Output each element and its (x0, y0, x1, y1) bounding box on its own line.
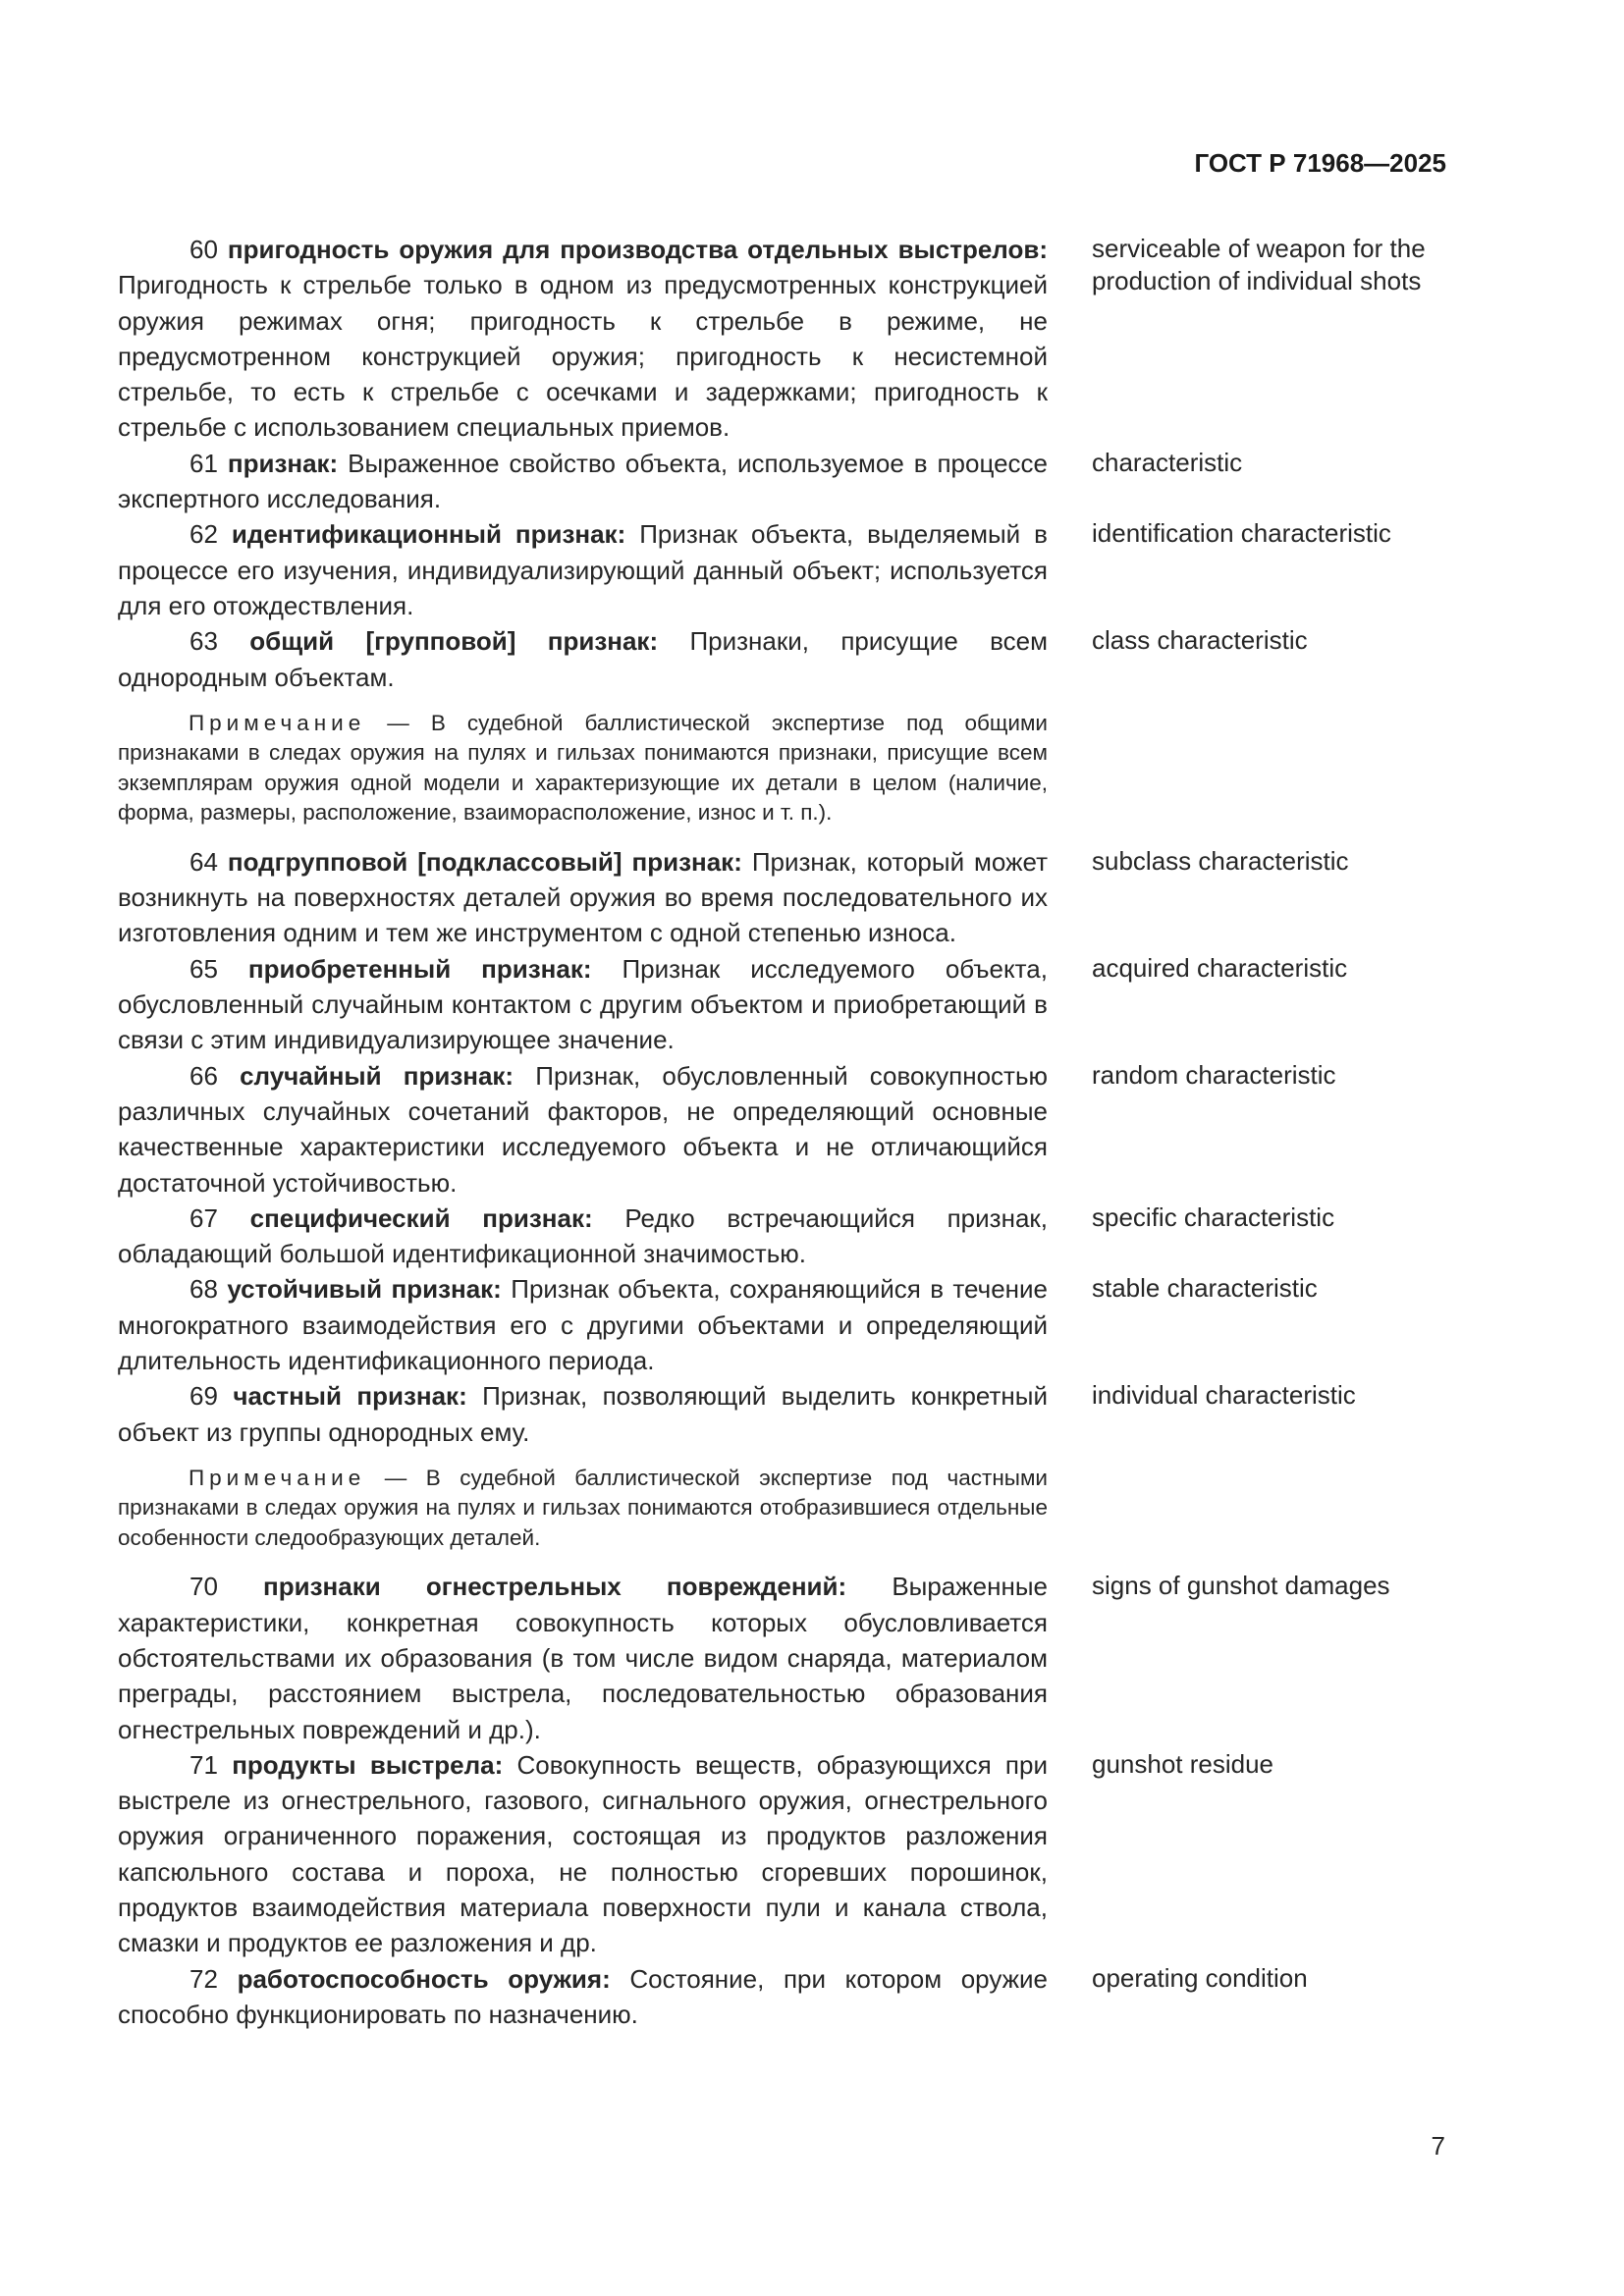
term-number: 61 (189, 448, 218, 478)
term-number: 64 (189, 846, 218, 877)
term-text: Признак исследуемого объекта, обусловленный случайным контактом с другим объектом и приобретающий в связи с этим индивидуализирующее значение. (118, 953, 1048, 1055)
term-text: Признак объекта, сохраняющийся в течение многократного взаимодействия его с другими объектами и определяющий длительность идентификационного периода. (118, 1274, 1048, 1376)
term-definition (118, 1961, 1048, 2033)
term-text: Признак, обусловленный совокупностью различных случайных сочетаний факторов, не определяющий основные качественные характеристики исследуемого объекта и не отличающийся достаточной устойчивостью. (118, 1060, 1048, 1198)
term-number: 63 (189, 626, 218, 657)
note-label: Примечание (189, 1465, 366, 1490)
term-name: признаки огнестрельных повреждений: (263, 1572, 847, 1602)
term-name: случайный признак: (240, 1060, 514, 1091)
term-number: 62 (189, 519, 218, 550)
english-equivalent: stable characteristic (1092, 1273, 1318, 1304)
term-name: общий [групповой] признак: (249, 626, 659, 657)
term-number: 70 (189, 1572, 218, 1602)
term-number: 67 (189, 1202, 218, 1233)
term-name: пригодность оружия для производства отдельных выстрелов: (227, 235, 1048, 264)
term-name: продукты выстрела: (232, 1749, 504, 1780)
term-text: Признак объекта, выделяемый в процессе его изучения, индивидуализирующий данный объект; используется для его отождествления. (118, 519, 1048, 620)
term-number: 71 (189, 1749, 218, 1780)
term-number: 66 (189, 1060, 218, 1091)
term-text: Редко встречающийся признак, обладающий большой идентификационной значимостью. (118, 1202, 1049, 1269)
note-paragraph (118, 709, 1048, 828)
term-text: Выраженное свойство объекта, используемое в процессе экспертного исследования. (118, 448, 1048, 514)
document-header: ГОСТ Р 71968—2025 (1194, 148, 1446, 178)
term-entry-71 (118, 1747, 1453, 1961)
term-definition (118, 232, 1048, 446)
term-text: Выраженные характеристики, конкретная совокупность которых обусловливается обстоятельствами их образования (в том числе видом снаряда, материалом преграды, расстоянием выстрела, последовательностью образования огнестрельных повреждений и др.). (118, 1572, 1048, 1744)
english-equivalent: signs of gunshot damages (1092, 1571, 1390, 1601)
term-text: Пригодность к стрельбе только в одном из предусмотренных конструкцией оружия режимах огня; пригодность к стрельбе в режиме, не предусмотренном конструкцией оружия; пригодность к несистемной стрельбе, то есть к стрельбе с осечками и задержками; пригодность к стрельбе с использованием специальных приемов. (118, 270, 1048, 443)
term-definition (118, 516, 1048, 623)
english-equivalent: subclass characteristic (1092, 845, 1349, 876)
term-definition (118, 1569, 1048, 1746)
term-definition (118, 1201, 1048, 1272)
note-text: — В судебной баллистической экспертизе под общими признаками в следах оружия на пулях и гильзах понимаются признаки, присущие всем экземплярам оружия одной модели и характеризующие их детали в целом (наличие, форма, размеры, расположение, взаиморасположение, износ и т. п.). (118, 710, 1048, 826)
term-entry-72 (118, 1961, 1453, 2033)
term-text: Признаки, присущие всем однородным объектам. (118, 626, 1048, 692)
term-name: подгрупповой [подклассовый] признак: (227, 846, 742, 877)
term-entry-66 (118, 1058, 1453, 1201)
term-definition (118, 446, 1048, 517)
term-name: устойчивый признак: (227, 1274, 502, 1305)
term-entry-64 (118, 844, 1453, 951)
term-definition (118, 951, 1048, 1058)
term-name: признак: (227, 448, 339, 478)
term-entry-62 (118, 516, 1453, 623)
term-entry-68 (118, 1271, 1453, 1378)
term-number: 68 (189, 1274, 218, 1305)
term-text: Совокупность веществ, образующихся при выстреле из огнестрельного, газового, сигнального оружия, огнестрельного оружия ограниченного поражения, состоящая из продуктов разложения капсюльного состава и пороха, не полностью сгоревших порошинок, продуктов взаимодействия материала поверхности пули и канала ствола, смазки и продуктов ее разложения и др. (118, 1749, 1048, 1958)
note-paragraph (118, 1464, 1048, 1554)
term-text: Признак, позволяющий выделить конкретный объект из группы однородных ему. (118, 1381, 1048, 1447)
term-definition (118, 844, 1048, 951)
term-name: приобретенный признак: (247, 953, 592, 984)
term-definition (118, 1747, 1048, 1961)
term-name: работоспособность оружия: (237, 1963, 611, 1994)
term-entry-65 (118, 951, 1453, 1058)
term-definition (118, 1058, 1048, 1201)
english-equivalent: random characteristic (1092, 1059, 1336, 1090)
term-entry-63 (118, 623, 1453, 695)
term-number: 69 (189, 1381, 218, 1412)
term-name: идентификационный признак: (231, 519, 626, 550)
english-equivalent: class characteristic (1092, 625, 1308, 656)
term-number: 60 (189, 235, 218, 264)
term-entry-61 (118, 446, 1453, 517)
term-entry-67 (118, 1201, 1453, 1272)
english-equivalent: characteristic (1092, 447, 1243, 477)
english-equivalent: serviceable of weapon for the production of individual shots (1092, 234, 1426, 295)
terms-list (118, 232, 1453, 2032)
english-equivalent: identification characteristic (1092, 518, 1391, 549)
term-definition (118, 1271, 1048, 1378)
english-equivalent: individual characteristic (1092, 1380, 1356, 1411)
term-number: 65 (189, 953, 218, 984)
note-label: Примечание (189, 710, 366, 735)
term-entry-60 (118, 232, 1453, 446)
page-number: 7 (1431, 2131, 1445, 2161)
term-number: 72 (189, 1963, 218, 1994)
term-name: специфический признак: (249, 1202, 593, 1233)
term-entry-70 (118, 1569, 1453, 1746)
english-equivalent: acquired characteristic (1092, 952, 1348, 983)
term-entry-69 (118, 1378, 1453, 1450)
english-equivalent: gunshot residue (1092, 1748, 1274, 1779)
term-text: Состояние, при котором оружие способно функционировать по назначению. (118, 1963, 1048, 2029)
term-definition (118, 623, 1048, 695)
term-definition (118, 1378, 1048, 1450)
note-text: — В судебной баллистической экспертизе под частными признаками в следах оружия на пулях и гильзах понимаются отобразившиеся отдельные особенности следообразующих деталей. (118, 1465, 1048, 1550)
english-equivalent: specific characteristic (1092, 1201, 1335, 1232)
term-name: частный признак: (233, 1381, 467, 1412)
english-equivalent: operating condition (1092, 1962, 1308, 1993)
term-text: Признак, который может возникнуть на поверхностях деталей оружия во время последовательного их изготовления одним и тем же инструментом с одной степенью износа. (118, 846, 1048, 948)
